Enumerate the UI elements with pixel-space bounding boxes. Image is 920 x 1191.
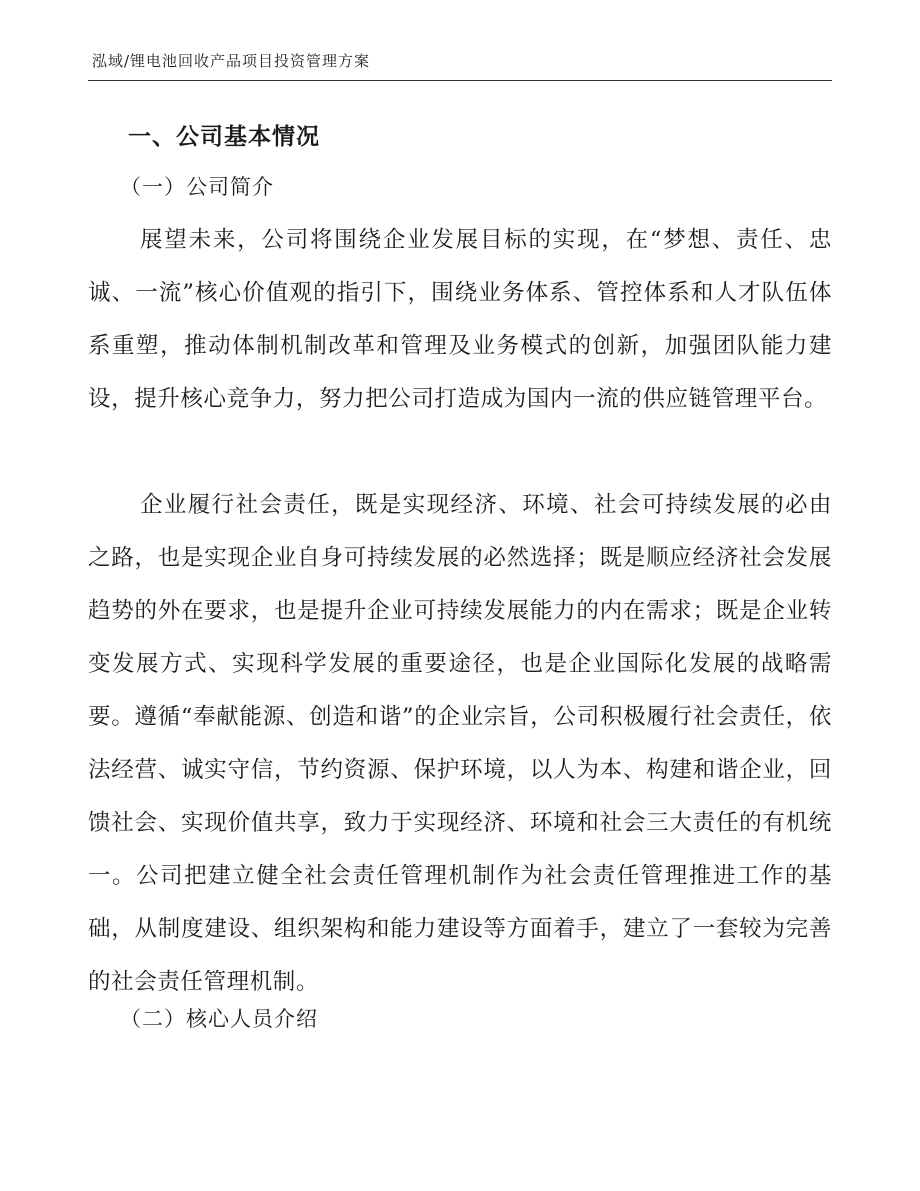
subsection-title-company-profile: （一）公司简介 [120, 175, 274, 199]
section-title: 一、公司基本情况 [128, 124, 320, 150]
running-header: 泓域/锂电池回收产品项目投资管理方案 [92, 52, 371, 70]
paragraph-social-responsibility: 企业履行社会责任，既是实现经济、环境、社会可持续发展的必由之路，也是实现企业自身可持续发展的必然选择；既是顺应经济社会发展趋势的外在要求，也是提升企业可持续发展能力的内在需求；既是企业转变发展方式、实现科学发展的重要途径，也是企业国际化发展的战略需要。遵循“奉献能源、创造和谐”的企业宗旨，公司积极履行社会责任，依法经营、诚实守信，节约资源、保护环境，以人为本、构建和谐企业，回馈社会、实现价值共享，致力于实现经济、环境和社会三大责任的有机统一。公司把建立健全社会责任管理机制作为社会责任管理推进工作的基础，从制度建设、组织架构和能力建设等方面着手，建立了一套较为完善的社会责任管理机制。 [88, 492, 832, 995]
header-divider [88, 80, 832, 81]
paragraph-outlook: 展望未来，公司将围绕企业发展目标的实现，在“梦想、责任、忠诚、一流”核心价值观的指引下，围绕业务体系、管控体系和人才队伍体系重塑，推动体制机制改革和管理及业务模式的创新，加强团队能力建设，提升核心竞争力，努力把公司打造成为国内一流的供应链管理平台。 [88, 227, 832, 412]
subsection-title-core-personnel: （二）核心人员介绍 [120, 1007, 318, 1031]
